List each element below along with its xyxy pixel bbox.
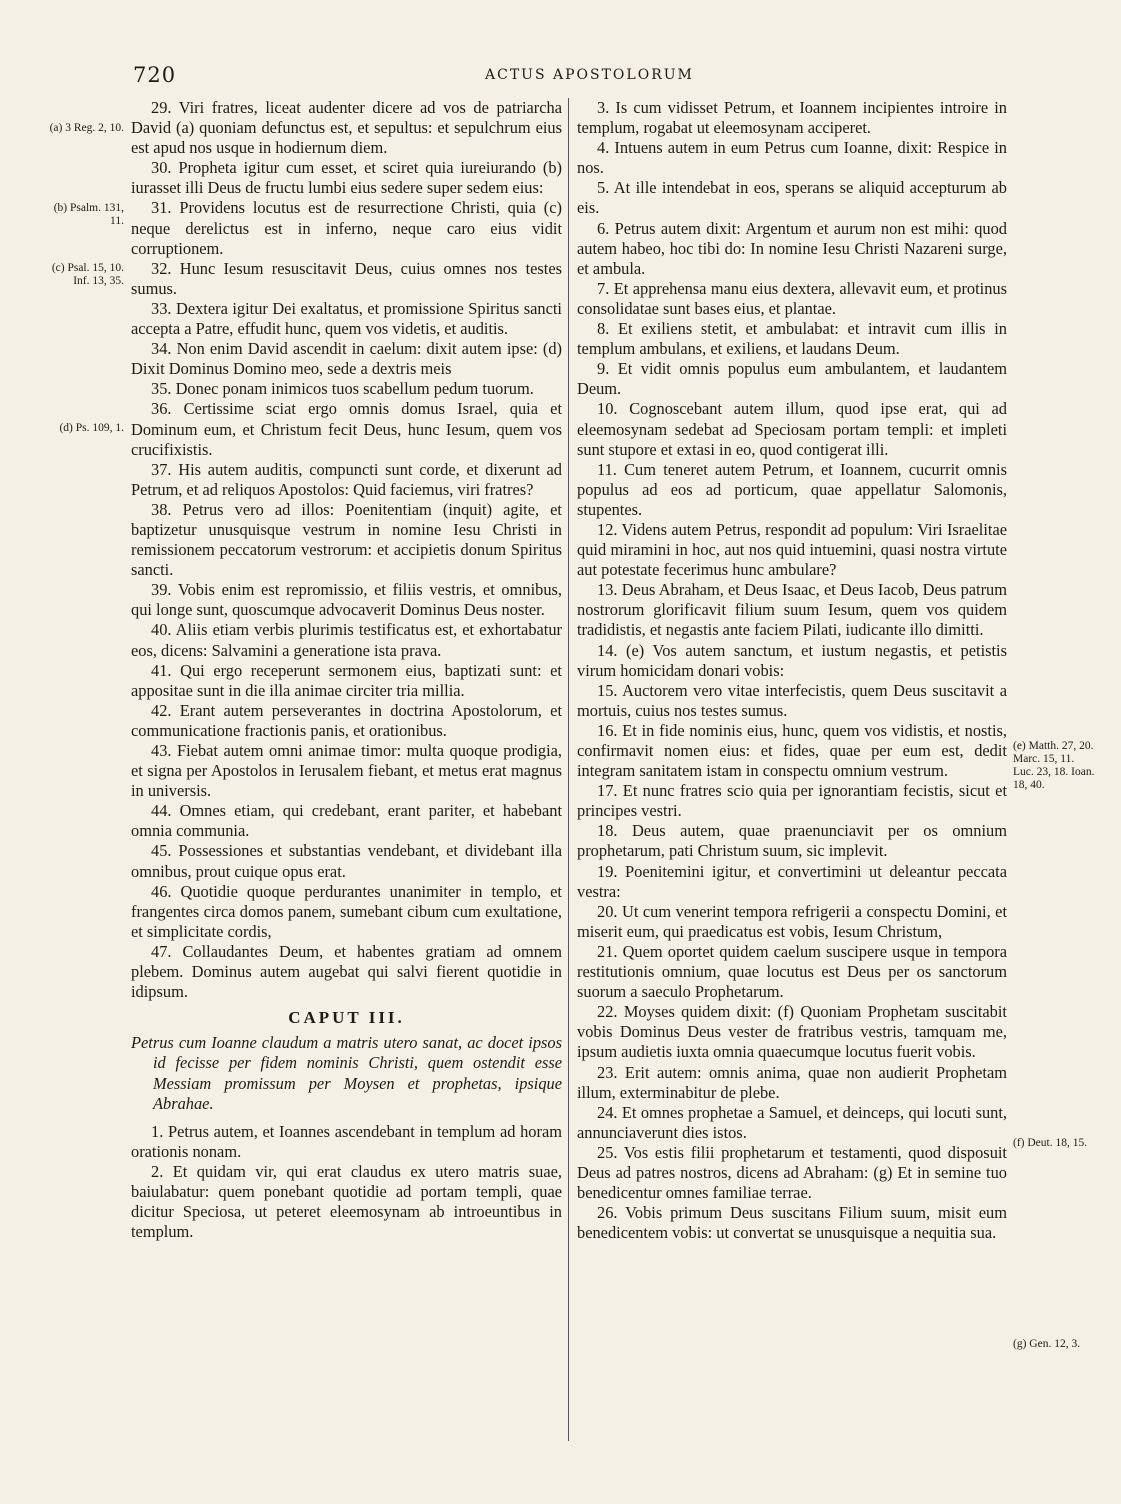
verse: 19. Poenitemini igitur, et convertimini ut deleantur peccata vestra:: [577, 861, 1007, 901]
verse: 42. Erant autem perseverantes in doctrina Apostolorum, et communicatione fractionis panis, et orationibus.: [131, 700, 562, 740]
verse: 39. Vobis enim est repromissio, et filiis vestris, et omnibus, qui longe sunt, quoscumque advocaverit Dominus Deus noster.: [131, 580, 562, 620]
verse: 29. Viri fratres, liceat audenter dicere ad vos de patriarcha David (a) quoniam defunctus est, et sepultus: et sepulchrum eius est apud nos usque in hodiernum diem.: [131, 98, 562, 158]
verse: 47. Collaudantes Deum, et habentes gratiam ad omnem plebem. Dominus autem augebat qui salvi fierent quotidie in idipsum.: [131, 941, 562, 1002]
margin-note-e: (e) Matth. 27, 20. Marc. 15, 11. Luc. 23, 18. Ioan. 18, 40.: [1013, 740, 1095, 791]
verse: 21. Quem oportet quidem caelum suscipere usque in tempora restitutionis omnium, quae locutus est Deus per os sanctorum suorum a saeculo Prophetarum.: [577, 941, 1007, 1002]
verse: 8. Et exiliens stetit, et ambulabat: et intravit cum illis in templum ambulans, et exiliens, et laudans Deum.: [577, 319, 1007, 359]
verse: 24. Et omnes prophetae a Samuel, et deinceps, qui locuti sunt, annunciaverunt dies istos.: [577, 1102, 1007, 1142]
verse: 23. Erit autem: omnis anima, quae non audierit Prophetam illum, exterminabitur de plebe.: [577, 1062, 1007, 1102]
verse: 10. Cognoscebant autem illum, quod ipse erat, qui ad eleemosynam sedebat ad Speciosam portam templi: et impleti sunt stupore et extasi in eo, quod contigerat illi.: [577, 399, 1007, 459]
margin-note-b: (b) Psalm. 131, 11.: [53, 202, 124, 227]
verse: 35. Donec ponam inimicos tuos scabellum pedum tuorum.: [151, 379, 534, 399]
page-number: 720: [133, 63, 177, 87]
running-title: ACTUS APOSTOLORUM: [485, 67, 694, 83]
verse: 37. His autem auditis, compuncti sunt corde, et dixerunt ad Petrum, et ad reliquos Apostolos: Quid faciemus, viri fratres?: [131, 459, 562, 499]
verse: 12. Videns autem Petrus, respondit ad populum: Viri Israelitae quid miramini in hoc, aut nos quid intuemini, quasi nostra virtute aut potestate fecerimus hunc ambulare?: [577, 519, 1007, 580]
verse: 2. Et quidam vir, qui erat claudus ex utero matris suae, baiulabatur: quem ponebant quotidie ad portam templi, quae dicitur Speciosa, ut peteret eleemosynam ab introeuntibus in templum.: [131, 1161, 562, 1242]
verse: 14. (e) Vos autem sanctum, et iustum negastis, et petistis virum homicidam donari vobis:: [577, 640, 1007, 680]
verse: 46. Quotidie quoque perdurantes unanimiter in templo, et frangentes circa domos panem, sumebant cibum cum exultatione, et simplicitate cordis,: [131, 881, 562, 941]
verse: 41. Qui ergo receperunt sermonem eius, baptizati sunt: et appositae sunt in die illa animae circiter tria millia.: [131, 660, 562, 700]
verse: 3. Is cum vidisset Petrum, et Ioannem incipientes introire in templum, rogabat ut eleemosynam acciperet.: [577, 98, 1007, 138]
chapter-summary: Petrus cum Ioanne claudum a matris utero sanat, ac docet ipsos id fecisse per fidem nominis Christi, quem ostendit esse Messiam promissum per Moysen et prophetas, ipsique Abrahae.: [131, 1033, 562, 1113]
verse: 7. Et apprehensa manu eius dextera, allevavit eum, et protinus consolidatae sunt bases eius, et plantae.: [577, 278, 1007, 318]
verse: 4. Intuens autem in eum Petrus cum Ioanne, dixit: Respice in nos.: [577, 138, 1007, 178]
margin-note-a: (a) 3 Reg. 2, 10.: [49, 122, 124, 134]
verse: 22. Moyses quidem dixit: (f) Quoniam Prophetam suscitabit vobis Dominus Deus vester de fratribus vestris, tamquam me, ipsum audietis iuxta omnia quaecumque locutus fuerit vobis.: [577, 1002, 1007, 1062]
verse: 17. Et nunc fratres scio quia per ignorantiam fecistis, sicut et principes vestri.: [577, 781, 1007, 821]
verse: 40. Aliis etiam verbis plurimis testificatus est, et exhortabatur eos, dicens: Salvamini a generatione ista prava.: [131, 620, 562, 660]
verse: 31. Providens locutus est de resurrectione Christi, quia (c) neque derelictus est in inferno, neque caro eius vidit corruptionem.: [131, 198, 562, 258]
verse: 1. Petrus autem, et Ioannes ascendebant in templum ad horam orationis nonam.: [131, 1121, 562, 1161]
column-divider: [568, 98, 569, 1441]
verse: 43. Fiebat autem omni animae timor: multa quoque prodigia, et signa per Apostolos in Ierusalem fiebant, et metus erat magnus in universis.: [131, 741, 562, 801]
verse: 9. Et vidit omnis populus eum ambulantem, et laudantem Deum.: [577, 359, 1007, 399]
verse: 30. Propheta igitur cum esset, et sciret quia iureiurando (b) iurasset illi Deus de fructu lumbi eius sedere super sedem eius:: [131, 158, 562, 198]
margin-note-f: (f) Deut. 18, 15.: [1013, 1137, 1088, 1149]
left-column: [131, 98, 562, 1242]
verse: 13. Deus Abraham, et Deus Isaac, et Deus Iacob, Deus patrum nostrorum glorificavit filium suum Iesum, quem vos quidem tradidistis, et negastis ante faciem Pilati, iudicante illo dimitti.: [577, 580, 1007, 640]
verse: 18. Deus autem, quae praenunciavit per os omnium prophetarum, pati Christum suum, sic implevit.: [577, 821, 1007, 861]
verse: 36. Certissime sciat ergo omnis domus Israel, quia et Dominum eum, et Christum fecit Deus, hunc Iesum, quem vos crucifixistis.: [131, 399, 562, 459]
verse: 25. Vos estis filii prophetarum et testamenti, quod disposuit Deus ad patres nostros, dicens ad Abraham: (g) Et in semine tuo benedicentur omnes familiae terrae.: [577, 1142, 1007, 1203]
verse: 26. Vobis primum Deus suscitans Filium suum, misit eum benedicentem vobis: ut convertat se unusquisque a nequitia sua.: [577, 1203, 1007, 1243]
verse: 15. Auctorem vero vitae interfecistis, quem Deus suscitavit a mortuis, cuius nos testes sumus.: [577, 680, 1007, 720]
verse: 44. Omnes etiam, qui credebant, erant pariter, et habebant omnia communia.: [131, 801, 562, 841]
verse: 45. Possessiones et substantias vendebant, et dividebant illa omnibus, prout cuique opus erat.: [131, 841, 562, 881]
verse: 20. Ut cum venerint tempora refrigerii a conspectu Domini, et miserit eum, qui praedicatus est vobis, Iesum Christum,: [577, 901, 1007, 941]
right-column: [577, 98, 1007, 1243]
margin-note-c: (c) Psal. 15, 10. Inf. 13, 35.: [51, 262, 124, 287]
margin-note-g: (g) Gen. 12, 3.: [1013, 1338, 1081, 1350]
verse: 33. Dextera igitur Dei exaltatus, et promissione Spiritus sancti accepta a Patre, effudit hunc, quem vos videtis, et auditis.: [131, 298, 562, 339]
verse: 34. Non enim David ascendit in caelum: dixit autem ipse: (d) Dixit Dominus Domino meo, sede a dextris meis: [131, 339, 562, 379]
verse: 6. Petrus autem dixit: Argentum et aurum non est mihi: quod autem habeo, hoc tibi do: In nomine Iesu Christi Nazareni surge, et ambula.: [577, 218, 1007, 278]
margin-note-d: (d) Ps. 109, 1.: [59, 422, 124, 434]
verse: 5. At ille intendebat in eos, sperans se aliquid accepturum ab eis.: [577, 178, 1007, 218]
chapter-heading: CAPUT III.: [288, 1008, 405, 1028]
verse: 11. Cum teneret autem Petrum, et Ioannem, cucurrit omnis populus ad eos ad porticum, quae appellatur Salomonis, stupentes.: [577, 459, 1007, 519]
verse: 32. Hunc Iesum resuscitavit Deus, cuius omnes nos testes sumus.: [131, 258, 562, 298]
verse: 16. Et in fide nominis eius, hunc, quem vos vidistis, et nostis, confirmavit nomen eius: et fides, quae per eum est, dedit integram sanitatem istam in conspectu omnium vestrum.: [577, 720, 1007, 781]
verse: 38. Petrus vero ad illos: Poenitentiam (inquit) agite, et baptizetur unusquisque vestrum in nomine Iesu Christi in remissionem peccatorum vestrorum: et accipietis donum Spiritus sancti.: [131, 499, 562, 580]
